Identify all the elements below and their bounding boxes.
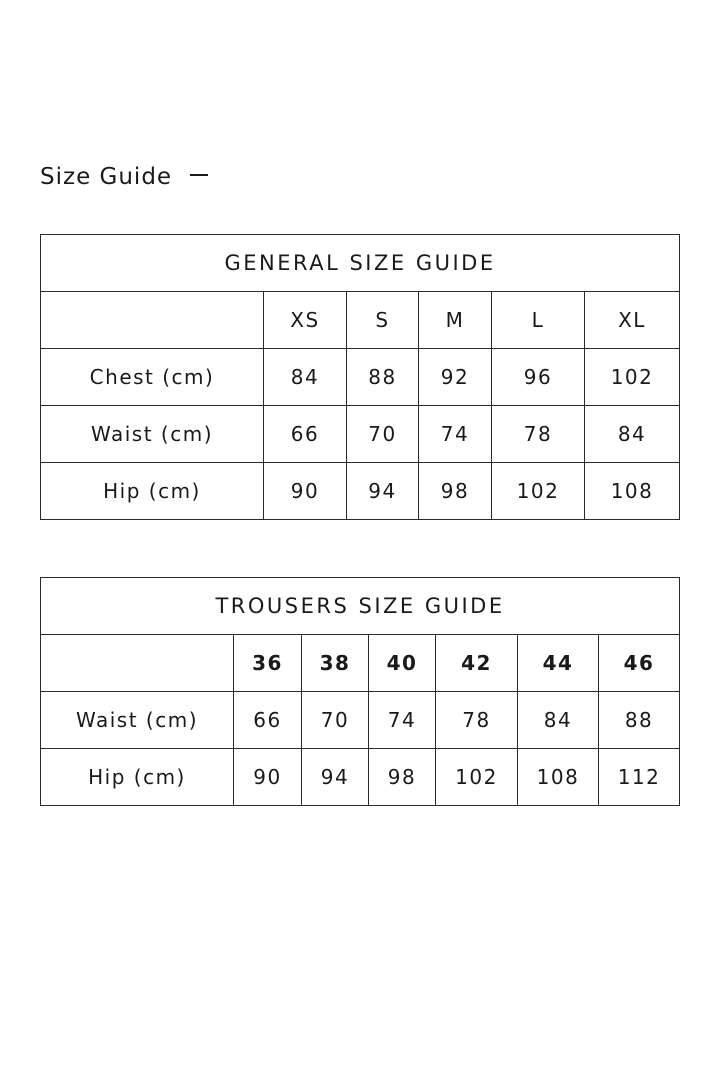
table-row xyxy=(41,406,680,463)
table-cell: 70 xyxy=(347,406,419,463)
table-cell: 108 xyxy=(585,463,680,520)
size-header: 36 xyxy=(234,635,302,692)
table-cell: 90 xyxy=(264,463,347,520)
page-header xyxy=(40,160,208,194)
size-header: M xyxy=(419,292,492,349)
collapse-dash-icon[interactable] xyxy=(190,174,208,176)
table-cell: 70 xyxy=(302,692,369,749)
table-cell: 78 xyxy=(492,406,585,463)
table-cell: 90 xyxy=(234,749,302,806)
row-label: Waist (cm) xyxy=(41,406,264,463)
row-label: Hip (cm) xyxy=(41,749,234,806)
empty-header-cell xyxy=(41,292,264,349)
table-header-row xyxy=(41,292,680,349)
row-label: Hip (cm) xyxy=(41,463,264,520)
table-cell: 88 xyxy=(347,349,419,406)
table-caption-row xyxy=(41,235,680,292)
table-caption: GENERAL SIZE GUIDE xyxy=(41,235,680,292)
table-row xyxy=(41,749,680,806)
table-cell: 66 xyxy=(234,692,302,749)
table-row xyxy=(41,349,680,406)
size-header: 46 xyxy=(599,635,680,692)
general-size-table xyxy=(40,234,680,520)
table-caption-row xyxy=(41,578,680,635)
table-cell: 84 xyxy=(518,692,599,749)
size-header: 44 xyxy=(518,635,599,692)
table-row xyxy=(41,463,680,520)
table-cell: 96 xyxy=(492,349,585,406)
empty-header-cell xyxy=(41,635,234,692)
size-header: S xyxy=(347,292,419,349)
table-cell: 102 xyxy=(492,463,585,520)
table-cell: 102 xyxy=(585,349,680,406)
table-cell: 112 xyxy=(599,749,680,806)
table-cell: 74 xyxy=(369,692,436,749)
table-row xyxy=(41,692,680,749)
trousers-size-table xyxy=(40,577,680,806)
table-cell: 92 xyxy=(419,349,492,406)
table-cell: 94 xyxy=(347,463,419,520)
size-header: 42 xyxy=(436,635,518,692)
table-cell: 98 xyxy=(369,749,436,806)
size-header: 38 xyxy=(302,635,369,692)
size-header: XL xyxy=(585,292,680,349)
table-cell: 78 xyxy=(436,692,518,749)
table-cell: 66 xyxy=(264,406,347,463)
row-label: Waist (cm) xyxy=(41,692,234,749)
table-header-row xyxy=(41,635,680,692)
table-cell: 98 xyxy=(419,463,492,520)
table-cell: 84 xyxy=(585,406,680,463)
size-header: 40 xyxy=(369,635,436,692)
table-cell: 94 xyxy=(302,749,369,806)
size-header: XS xyxy=(264,292,347,349)
table-cell: 108 xyxy=(518,749,599,806)
table-cell: 102 xyxy=(436,749,518,806)
table-cell: 74 xyxy=(419,406,492,463)
table-cell: 84 xyxy=(264,349,347,406)
table-cell: 88 xyxy=(599,692,680,749)
size-header: L xyxy=(492,292,585,349)
table-caption: TROUSERS SIZE GUIDE xyxy=(41,578,680,635)
page-title: Size Guide xyxy=(40,164,173,190)
row-label: Chest (cm) xyxy=(41,349,264,406)
